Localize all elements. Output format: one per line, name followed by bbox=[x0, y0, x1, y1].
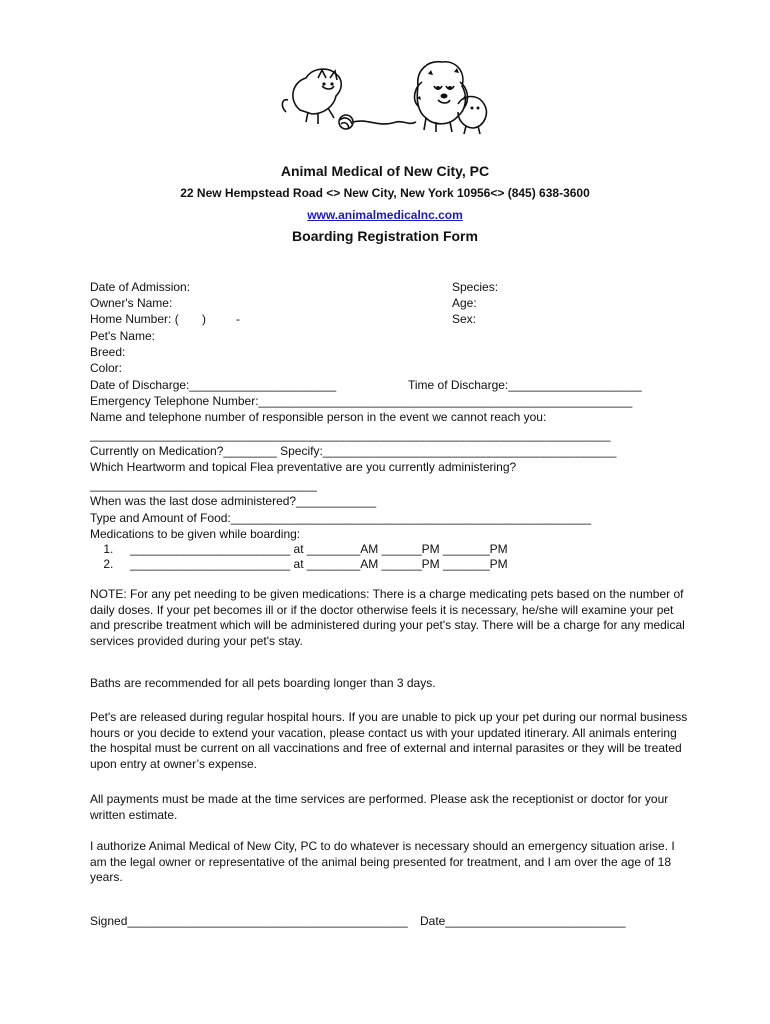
field-responsible-person-line: ______________________________________________________________________________ bbox=[90, 428, 611, 442]
field-responsible-person-label: Name and telephone number of responsible person in the event we cannot reach you: bbox=[90, 410, 547, 424]
field-pets-name: Pet's Name: bbox=[90, 329, 155, 343]
field-sex: Sex: bbox=[452, 312, 477, 326]
release-paragraph: Pet's are released during regular hospital hours. If you are unable to pick up your pet during our normal business hours or you decide to extend your vacation, please contact us with your updated itinerary. All animals entering the hospital must be current on all vaccinations and free of external and internal parasites or they will be treated upon entry at owner’s expense. bbox=[90, 710, 688, 771]
authorization-paragraph: I authorize Animal Medical of New City, PC to do whatever is necessary should an emergency situation arise. I am the legal owner or representative of the animal being presented for treatment, and I am over the age of 18 years. bbox=[90, 839, 675, 884]
field-emergency-phone: Emergency Telephone Number:________________________________________________________ bbox=[90, 394, 633, 408]
field-last-dose: When was the last dose administered?____________ bbox=[90, 494, 377, 508]
signature-line: Signed__________________________________________ bbox=[90, 914, 408, 928]
field-time-of-discharge: Time of Discharge:____________________ bbox=[408, 378, 642, 392]
signature-date-line: Date___________________________ bbox=[420, 914, 626, 928]
field-species: Species: bbox=[452, 280, 499, 294]
field-medication-1: 1. ________________________ at ________AM ______PM _______PM bbox=[90, 542, 508, 556]
field-medication-2: 2. ________________________ at ________AM ______PM _______PM bbox=[90, 557, 508, 571]
note-paragraph: NOTE: For any pet needing to be given medications: There is a charge medicating pets based on the number of daily doses. If your pet becomes ill or if the doctor otherwise feels it is necessary, he/she will examine your pet and prescribe treatment which will be administered during your pet's stay. There will be a charge for any medical services provided during your pet's stay. bbox=[90, 587, 685, 648]
form-title: Boarding Registration Form bbox=[292, 228, 478, 244]
field-date-of-discharge: Date of Discharge:______________________ bbox=[90, 378, 337, 392]
clinic-website-link[interactable]: www.animalmedicalnc.com bbox=[307, 208, 463, 222]
field-heartworm-label: Which Heartworm and topical Flea preventative are you currently administering? bbox=[90, 460, 517, 474]
field-color: Color: bbox=[90, 361, 123, 375]
field-owners-name: Owner's Name: bbox=[90, 296, 173, 310]
field-medications-boarding-label: Medications to be given while boarding: bbox=[90, 527, 301, 541]
baths-paragraph: Baths are recommended for all pets boarding longer than 3 days. bbox=[90, 676, 436, 690]
field-breed: Breed: bbox=[90, 345, 126, 359]
field-current-medication: Currently on Medication?________ Specify:____________________________________________ bbox=[90, 444, 617, 458]
clinic-logo-illustration bbox=[278, 56, 492, 136]
payments-paragraph: All payments must be made at the time services are performed. Please ask the receptionist or doctor for your written estimate. bbox=[90, 792, 669, 822]
clinic-name: Animal Medical of New City, PC bbox=[280, 163, 490, 179]
field-age: Age: bbox=[452, 296, 477, 310]
field-date-of-admission: Date of Admission: bbox=[90, 280, 191, 294]
field-heartworm-line: __________________________________ bbox=[90, 478, 317, 492]
field-food: Type and Amount of Food:______________________________________________________ bbox=[90, 511, 592, 525]
clinic-address: 22 New Hempstead Road <> New City, New York 10956<> (845) 638-3600 bbox=[180, 186, 590, 200]
field-home-number: Home Number: ( ) - bbox=[90, 312, 241, 326]
